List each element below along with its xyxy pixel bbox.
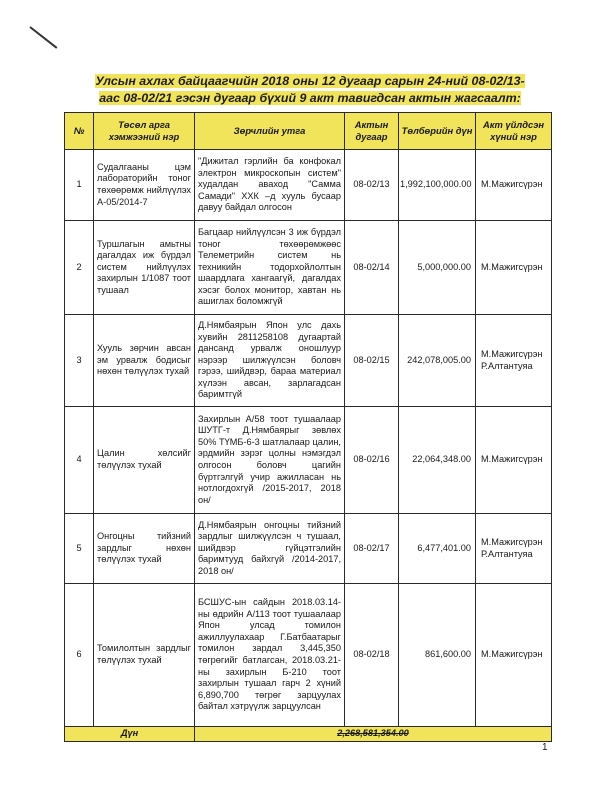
row-amount: 6,477,401.00: [399, 514, 476, 584]
author-name: М.Мажигсүрэн: [481, 348, 543, 359]
row-activity: Онгоцны тийзний зардлыг нөхөн төлүүлэх тухай: [94, 514, 195, 584]
author-name: М.Мажигсүрэн: [481, 261, 543, 272]
table-row: [65, 315, 552, 407]
row-number: 6: [65, 584, 94, 727]
author-name-2: Р.Алтантуяа: [481, 360, 533, 371]
row-number: 5: [65, 514, 94, 584]
acts-table: [64, 112, 552, 742]
row-number: 3: [65, 315, 94, 407]
row-violation: "Дижитал гэрлийн ба конфокал электрон микроскопын систем" худалдан аваход "Самма Самади" ХХК –д хууль бусаар давуу байдал олгосон: [195, 150, 345, 221]
table-row: [65, 584, 552, 727]
header-violation: Зөрчлийн утга: [195, 113, 345, 150]
row-amount: 242,078,005.00: [399, 315, 476, 407]
header-act-no: Актын дугаар: [345, 113, 399, 150]
row-amount: 5,000,000.00: [399, 221, 476, 315]
page-number: 1: [542, 742, 548, 753]
row-amount: 1,992,100,000.00: [399, 150, 476, 221]
header-no: №: [65, 113, 94, 150]
row-number: 4: [65, 407, 94, 514]
row-author: [476, 221, 552, 315]
row-violation: Багцаар нийлүүлсэн 3 иж бүрдэл тоног төхөөрөмжөөс Телеметрийн систем нь техникийн тодорхойлолтын шаардлага хангаагүй, дагалдах хэсэг болох монитор, хавтан нь ашиглах боломжгүй: [195, 221, 345, 315]
author-name: М.Мажигсүрэн: [481, 179, 543, 190]
row-amount: 861,600.00: [399, 584, 476, 727]
row-act-number: 08-02/15: [345, 315, 399, 407]
row-number: 2: [65, 221, 94, 315]
row-act-number: 08-02/14: [345, 221, 399, 315]
total-label: Дүн: [65, 727, 195, 742]
row-number: 1: [65, 150, 94, 221]
table-header-row: [65, 113, 552, 150]
table-row: [65, 514, 552, 584]
title-text: Улсын ахлах байцаагчийн 2018 оны 12 дугаар сарын 24-ний 08-02/13-аас 08-02/21 гэсэн дугаар бүхий 9 акт тавигдсан актын жагсаалт:: [95, 74, 525, 105]
row-violation: Захирлын А/58 тоот тушаалаар ШУТГ-т Д.Нямбаярыг зөвлөх 50% ТҮМБ-6-3 шатлалаар цалин, эрдмийн зэрэг цолны нэмэгдэл олгосон боловч цагийн бүртгэлгүй учир ажилласан нь нотлогдохгүй /2015-2017, 2018 он/: [195, 407, 345, 514]
row-author: [476, 584, 552, 727]
row-act-number: 08-02/18: [345, 584, 399, 727]
document-title: [90, 73, 530, 107]
header-author: Акт үйлдсэн хүний нэр: [476, 113, 552, 150]
row-activity: Хууль зөрчин авсан эм урвалж бодисыг нөхөн төлүүлэх тухай: [94, 315, 195, 407]
row-activity: Судалгааны цэм лабораторийн тоног төхөөрөмж нийлүүлэх А-05/2014-7: [94, 150, 195, 221]
row-act-number: 08-02/17: [345, 514, 399, 584]
row-author: [476, 514, 552, 584]
row-act-number: 08-02/16: [345, 407, 399, 514]
row-activity: Туршлагын амьтны дагалдах иж бүрдэл систем нийлүүлэх захирлын 1/1087 тоот тушаал: [94, 221, 195, 315]
table-row: [65, 150, 552, 221]
pen-mark: [29, 26, 57, 49]
row-act-number: 08-02/13: [345, 150, 399, 221]
row-author: [476, 407, 552, 514]
row-activity: Цалин хөлсийг төлүүлэх тухай: [94, 407, 195, 514]
row-violation: БСШУС-ын сайдын 2018.03.14-ны өдрийн А/113 тоот тушаалаар Япон улсад томилон ажиллуулахаар Г.Батбаатарыг томилон зардал 3,445,350 төгрөгийг батлагсан, 2018.03.21-ны захирлын Б-210 тоот захирлын тушаал гарч 2 хүний 6,890,700 төгрөг зарцуулах байтал хэтрүүлж зарцуулсан: [195, 584, 345, 727]
table-row: [65, 407, 552, 514]
header-activity: Төсөл арга хэмжээний нэр: [94, 113, 195, 150]
author-name: М.Мажигсүрэн: [481, 649, 543, 660]
row-author: [476, 150, 552, 221]
total-value: 2,268,581,354.00: [195, 727, 552, 742]
header-amount: Төлбөрийн дүн: [399, 113, 476, 150]
row-violation: Д.Нямбаярын Япон улс дахь хувийн 2811258108 дугаартай дансанд урвалж оношлуур нэрээр шилжүүлсэн боловч гэрээ, шийдвэр, бараа материал хүлээн авсан, зарлагадсан баримтгүй: [195, 315, 345, 407]
row-amount: 22,064,348.00: [399, 407, 476, 514]
table-row: [65, 221, 552, 315]
row-activity: Томилолтын зардлыг төлүүлэх тухай: [94, 584, 195, 727]
total-row: [65, 727, 552, 742]
author-name: М.Мажигсүрэн: [481, 536, 543, 547]
author-name-2: Р.Алтантуяа: [481, 548, 533, 559]
row-violation: Д.Нямбаярын онгоцны тийзний зардлыг шилжүүлсэн ч тушаал, шийдвэр гүйцэтгэлийн баримтууд байхгүй /2014-2017, 2018 он/: [195, 514, 345, 584]
author-name: М.Мажигсүрэн: [481, 454, 543, 465]
row-author: [476, 315, 552, 407]
